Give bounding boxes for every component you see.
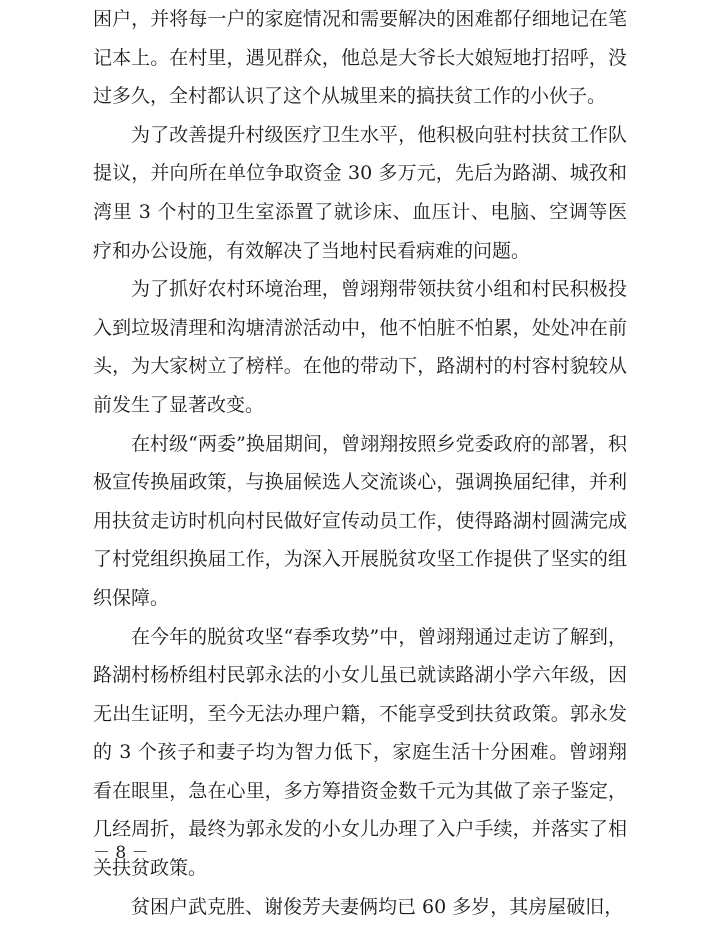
page-number: － 8 － xyxy=(93,843,149,863)
paragraph-poor-household: 贫困户武克胜、谢俊芳夫妻俩均已 60 多岁，其房屋破旧， xyxy=(131,895,624,918)
body-text xyxy=(93,0,627,926)
paragraph-medical: 为了改善提升村级医疗卫生水平，他积极向驻村扶贫工作队提议，并向所在单位争取资金 30 多万元，先后为路湖、城孜和湾里 3 个村的卫生室添置了就诊床、血压计、电脑、空调等医疗和办公设施，有效解决了当地村民看病难的问题。 xyxy=(93,123,627,262)
paragraph-environment: 为了抓好农村环境治理，曾翊翔带领扶贫小组和村民积极投入到垃圾清理和沟塘清淤活动中，他不怕脏不怕累，处处冲在前头，为大家树立了榜样。在他的带动下，路湖村的村容村貌较从前发生了显著改变。 xyxy=(93,278,627,416)
paragraph-election: 在村级“两委”换届期间，曾翊翔按照乡党委政府的部署，积极宣传换届政策，与换届候选人交流谈心，强调换届纪律，并利用扶贫走访时机向村民做好宣传动员工作，使得路湖村圆满完成了村党组织换届工作，为深入开展脱贫攻坚工作提供了坚实的组织保障。 xyxy=(93,432,627,609)
paragraph-continued: 困户，并将每一户的家庭情况和需要解决的困难都仔细地记在笔记本上。在村里，遇见群众，他总是大爷长大娘短地打招呼，没过多久，全村都认识了这个从城里来的搞扶贫工作的小伙子。 xyxy=(93,8,627,108)
paragraph-spring-campaign: 在今年的脱贫攻坚“春季攻势”中，曾翊翔通过走访了解到，路湖村杨桥组村民郭永法的小女儿虽已就读路湖小学六年级，因无出生证明，至今无法办理户籍，不能享受到扶贫政策。郭永发的 3 个孩子和妻子均为智力低下，家庭生活十分困难。曾翊翔看在眼里，急在心里，多方筹措资金数千元为其做了亲子鉴定，几经周折，最终为郭永发的小女儿办理了入户手续，并落实了相关扶贫政策。 xyxy=(93,625,627,880)
